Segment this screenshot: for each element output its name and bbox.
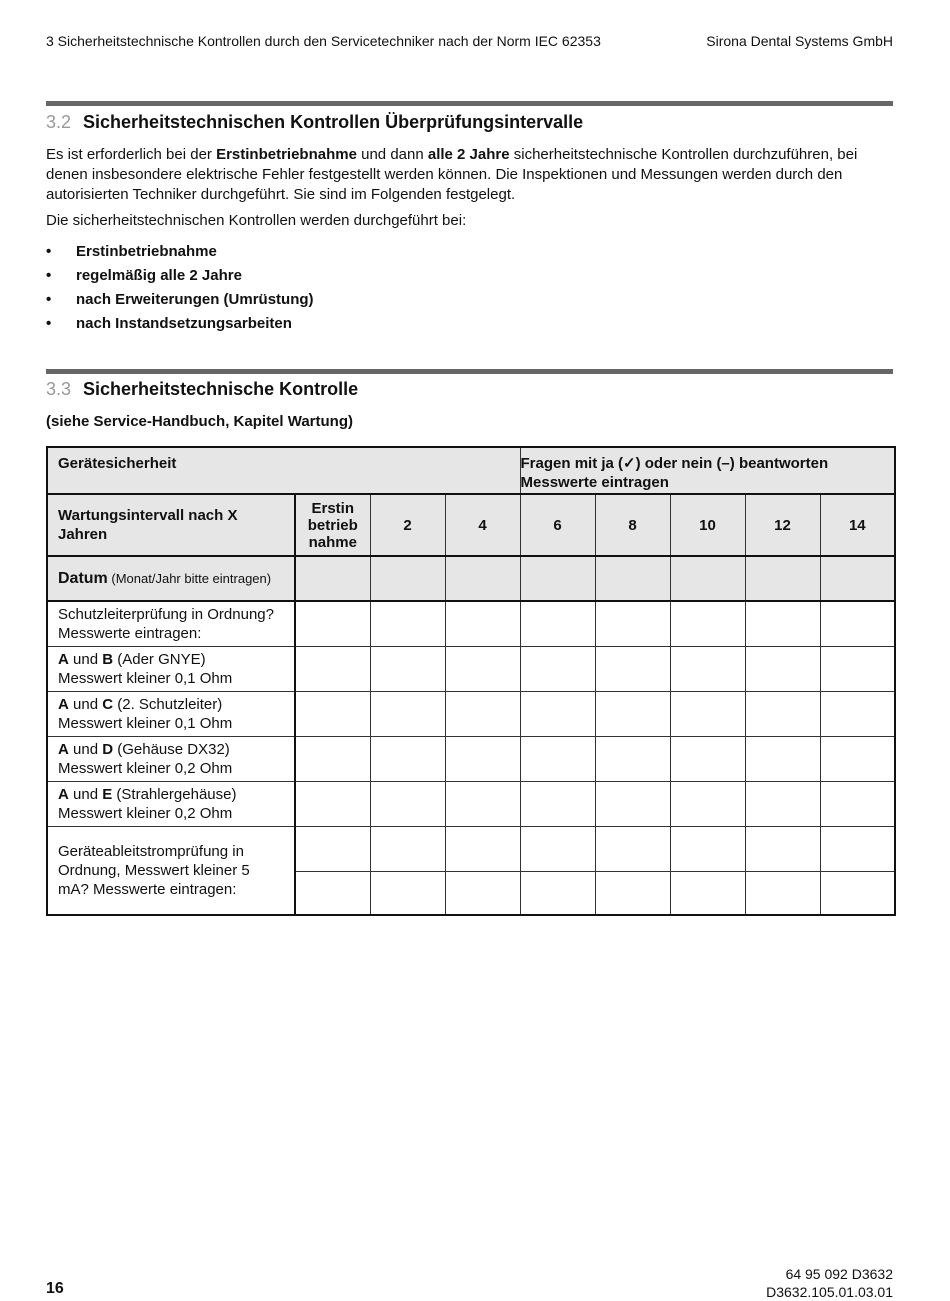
intro-text: Die sicherheitstechnischen Kontrollen werden durchgeführt bei: (46, 212, 467, 229)
measurement-entry-cell[interactable] (745, 646, 820, 691)
measurement-entry-cell[interactable] (820, 871, 895, 915)
measurement-entry-cell[interactable] (295, 736, 370, 781)
measurement-entry-cell[interactable] (820, 781, 895, 826)
section-subtitle: (siehe Service-Handbuch, Kapitel Wartung) (46, 413, 353, 430)
measurement-entry-cell[interactable] (445, 781, 520, 826)
measurement-entry-cell[interactable] (745, 736, 820, 781)
measurement-entry-cell[interactable] (820, 736, 895, 781)
measurement-entry-cell[interactable] (520, 736, 595, 781)
running-header-company: Sirona Dental Systems GmbH (706, 33, 893, 49)
interval-column-header: 14 (820, 494, 895, 556)
measurement-entry-cell[interactable] (520, 691, 595, 736)
running-header-chapter: 3 Sicherheitstechnische Kontrollen durch den Servicetechniker nach der Norm IEC 62353 (46, 33, 601, 49)
measurement-entry-cell[interactable] (595, 736, 670, 781)
section-3-3-heading (46, 379, 358, 400)
interval-column-header: 8 (595, 494, 670, 556)
date-entry-cell[interactable] (520, 556, 595, 601)
measurement-entry-cell[interactable] (595, 601, 670, 646)
measurement-entry-cell[interactable] (370, 646, 445, 691)
measurement-entry-cell[interactable] (370, 691, 445, 736)
measurement-entry-cell[interactable] (295, 781, 370, 826)
measurement-entry-cell[interactable] (295, 871, 370, 915)
row-label: Schutzleiterprüfung in Ordnung? Messwerte eintragen: (47, 601, 295, 646)
row-label: A und B (Ader GNYE) Messwert kleiner 0,1 Ohm (47, 646, 295, 691)
section-3-2-heading (46, 112, 583, 133)
section-3-2-paragraph: Es ist erforderlich bei der Erstinbetriebnahme und dann alle 2 Jahre sicherheitstechnische Kontrollen durchzuführen, bei denen insbesondere elektrische Fehler festgestellt werden können. Die Inspektionen und Messungen werden durch den autorisierten Techniker durchgeführt. Sie sind im Folgenden festgelegt. (46, 146, 858, 203)
measurement-entry-cell[interactable] (670, 781, 745, 826)
measurement-entry-cell[interactable] (745, 871, 820, 915)
interval-column-header: 2 (370, 494, 445, 556)
measurement-entry-cell[interactable] (520, 826, 595, 871)
measurement-entry-cell[interactable] (295, 646, 370, 691)
measurement-entry-cell[interactable] (670, 691, 745, 736)
date-entry-cell[interactable] (670, 556, 745, 601)
row-label: A und C (2. Schutzleiter) Messwert kleiner 0,1 Ohm (47, 691, 295, 736)
measurement-entry-cell[interactable] (670, 601, 745, 646)
list-item: • nach Erweiterungen (Umrüstung) (46, 288, 314, 312)
date-label: Datum (Monat/Jahr bitte eintragen) (47, 556, 295, 601)
safety-check-table (46, 446, 896, 916)
measurement-entry-cell[interactable] (370, 736, 445, 781)
measurement-entry-cell[interactable] (370, 826, 445, 871)
section-title: Sicherheitstechnischen Kontrollen Überprüfungsintervalle (83, 112, 584, 132)
section-title: Sicherheitstechnische Kontrolle (83, 379, 359, 399)
measurement-entry-cell[interactable] (445, 646, 520, 691)
row-label: Geräteableitstromprüfung in Ordnung, Messwert kleiner 5 mA? Messwerte eintragen: (47, 826, 295, 915)
measurement-entry-cell[interactable] (595, 871, 670, 915)
list-item: • nach Instandsetzungsarbeiten (46, 312, 314, 336)
document-number: 64 95 092 D3632 D3632.105.01.03.01 (766, 1266, 893, 1300)
measurement-entry-cell[interactable] (445, 871, 520, 915)
table-title: Gerätesicherheit (47, 447, 520, 494)
measurement-entry-cell[interactable] (820, 601, 895, 646)
table-instructions: Fragen mit ja (✓) oder nein (–) beantworten Messwerte eintragen (520, 447, 895, 494)
measurement-entry-cell[interactable] (820, 646, 895, 691)
date-entry-cell[interactable] (445, 556, 520, 601)
section-number: 3.3 (46, 379, 72, 399)
measurement-entry-cell[interactable] (520, 646, 595, 691)
measurement-entry-cell[interactable] (445, 691, 520, 736)
measurement-entry-cell[interactable] (445, 826, 520, 871)
measurement-entry-cell[interactable] (670, 646, 745, 691)
measurement-entry-cell[interactable] (445, 736, 520, 781)
interval-column-header: Erstin betrieb nahme (295, 494, 370, 556)
measurement-entry-cell[interactable] (670, 871, 745, 915)
section-rule (46, 101, 893, 106)
list-item: • regelmäßig alle 2 Jahre (46, 264, 314, 288)
measurement-entry-cell[interactable] (745, 601, 820, 646)
measurement-entry-cell[interactable] (370, 781, 445, 826)
measurement-entry-cell[interactable] (820, 826, 895, 871)
measurement-entry-cell[interactable] (745, 826, 820, 871)
measurement-entry-cell[interactable] (520, 871, 595, 915)
interval-column-header: 10 (670, 494, 745, 556)
measurement-entry-cell[interactable] (295, 691, 370, 736)
list-item: • Erstinbetriebnahme (46, 240, 314, 264)
measurement-entry-cell[interactable] (745, 781, 820, 826)
measurement-entry-cell[interactable] (745, 691, 820, 736)
date-entry-cell[interactable] (295, 556, 370, 601)
measurement-entry-cell[interactable] (520, 781, 595, 826)
measurement-entry-cell[interactable] (595, 826, 670, 871)
measurement-entry-cell[interactable] (370, 871, 445, 915)
date-entry-cell[interactable] (595, 556, 670, 601)
date-entry-cell[interactable] (370, 556, 445, 601)
measurement-entry-cell[interactable] (445, 601, 520, 646)
interval-column-header: 12 (745, 494, 820, 556)
row-label: A und D (Gehäuse DX32) Messwert kleiner 0,2 Ohm (47, 736, 295, 781)
measurement-entry-cell[interactable] (670, 736, 745, 781)
bullet-list (46, 240, 314, 336)
date-entry-cell[interactable] (820, 556, 895, 601)
row-label: A und E (Strahlergehäuse) Messwert kleiner 0,2 Ohm (47, 781, 295, 826)
page-number: 16 (46, 1280, 64, 1297)
measurement-entry-cell[interactable] (295, 826, 370, 871)
date-entry-cell[interactable] (745, 556, 820, 601)
interval-column-header: 4 (445, 494, 520, 556)
measurement-entry-cell[interactable] (595, 781, 670, 826)
measurement-entry-cell[interactable] (370, 601, 445, 646)
section-rule (46, 369, 893, 374)
measurement-entry-cell[interactable] (295, 601, 370, 646)
interval-column-header: 6 (520, 494, 595, 556)
measurement-entry-cell[interactable] (520, 601, 595, 646)
measurement-entry-cell[interactable] (670, 826, 745, 871)
interval-label: Wartungsintervall nach X Jahren (47, 494, 295, 556)
measurement-entry-cell[interactable] (595, 646, 670, 691)
measurement-entry-cell[interactable] (820, 691, 895, 736)
section-number: 3.2 (46, 112, 72, 132)
measurement-entry-cell[interactable] (595, 691, 670, 736)
